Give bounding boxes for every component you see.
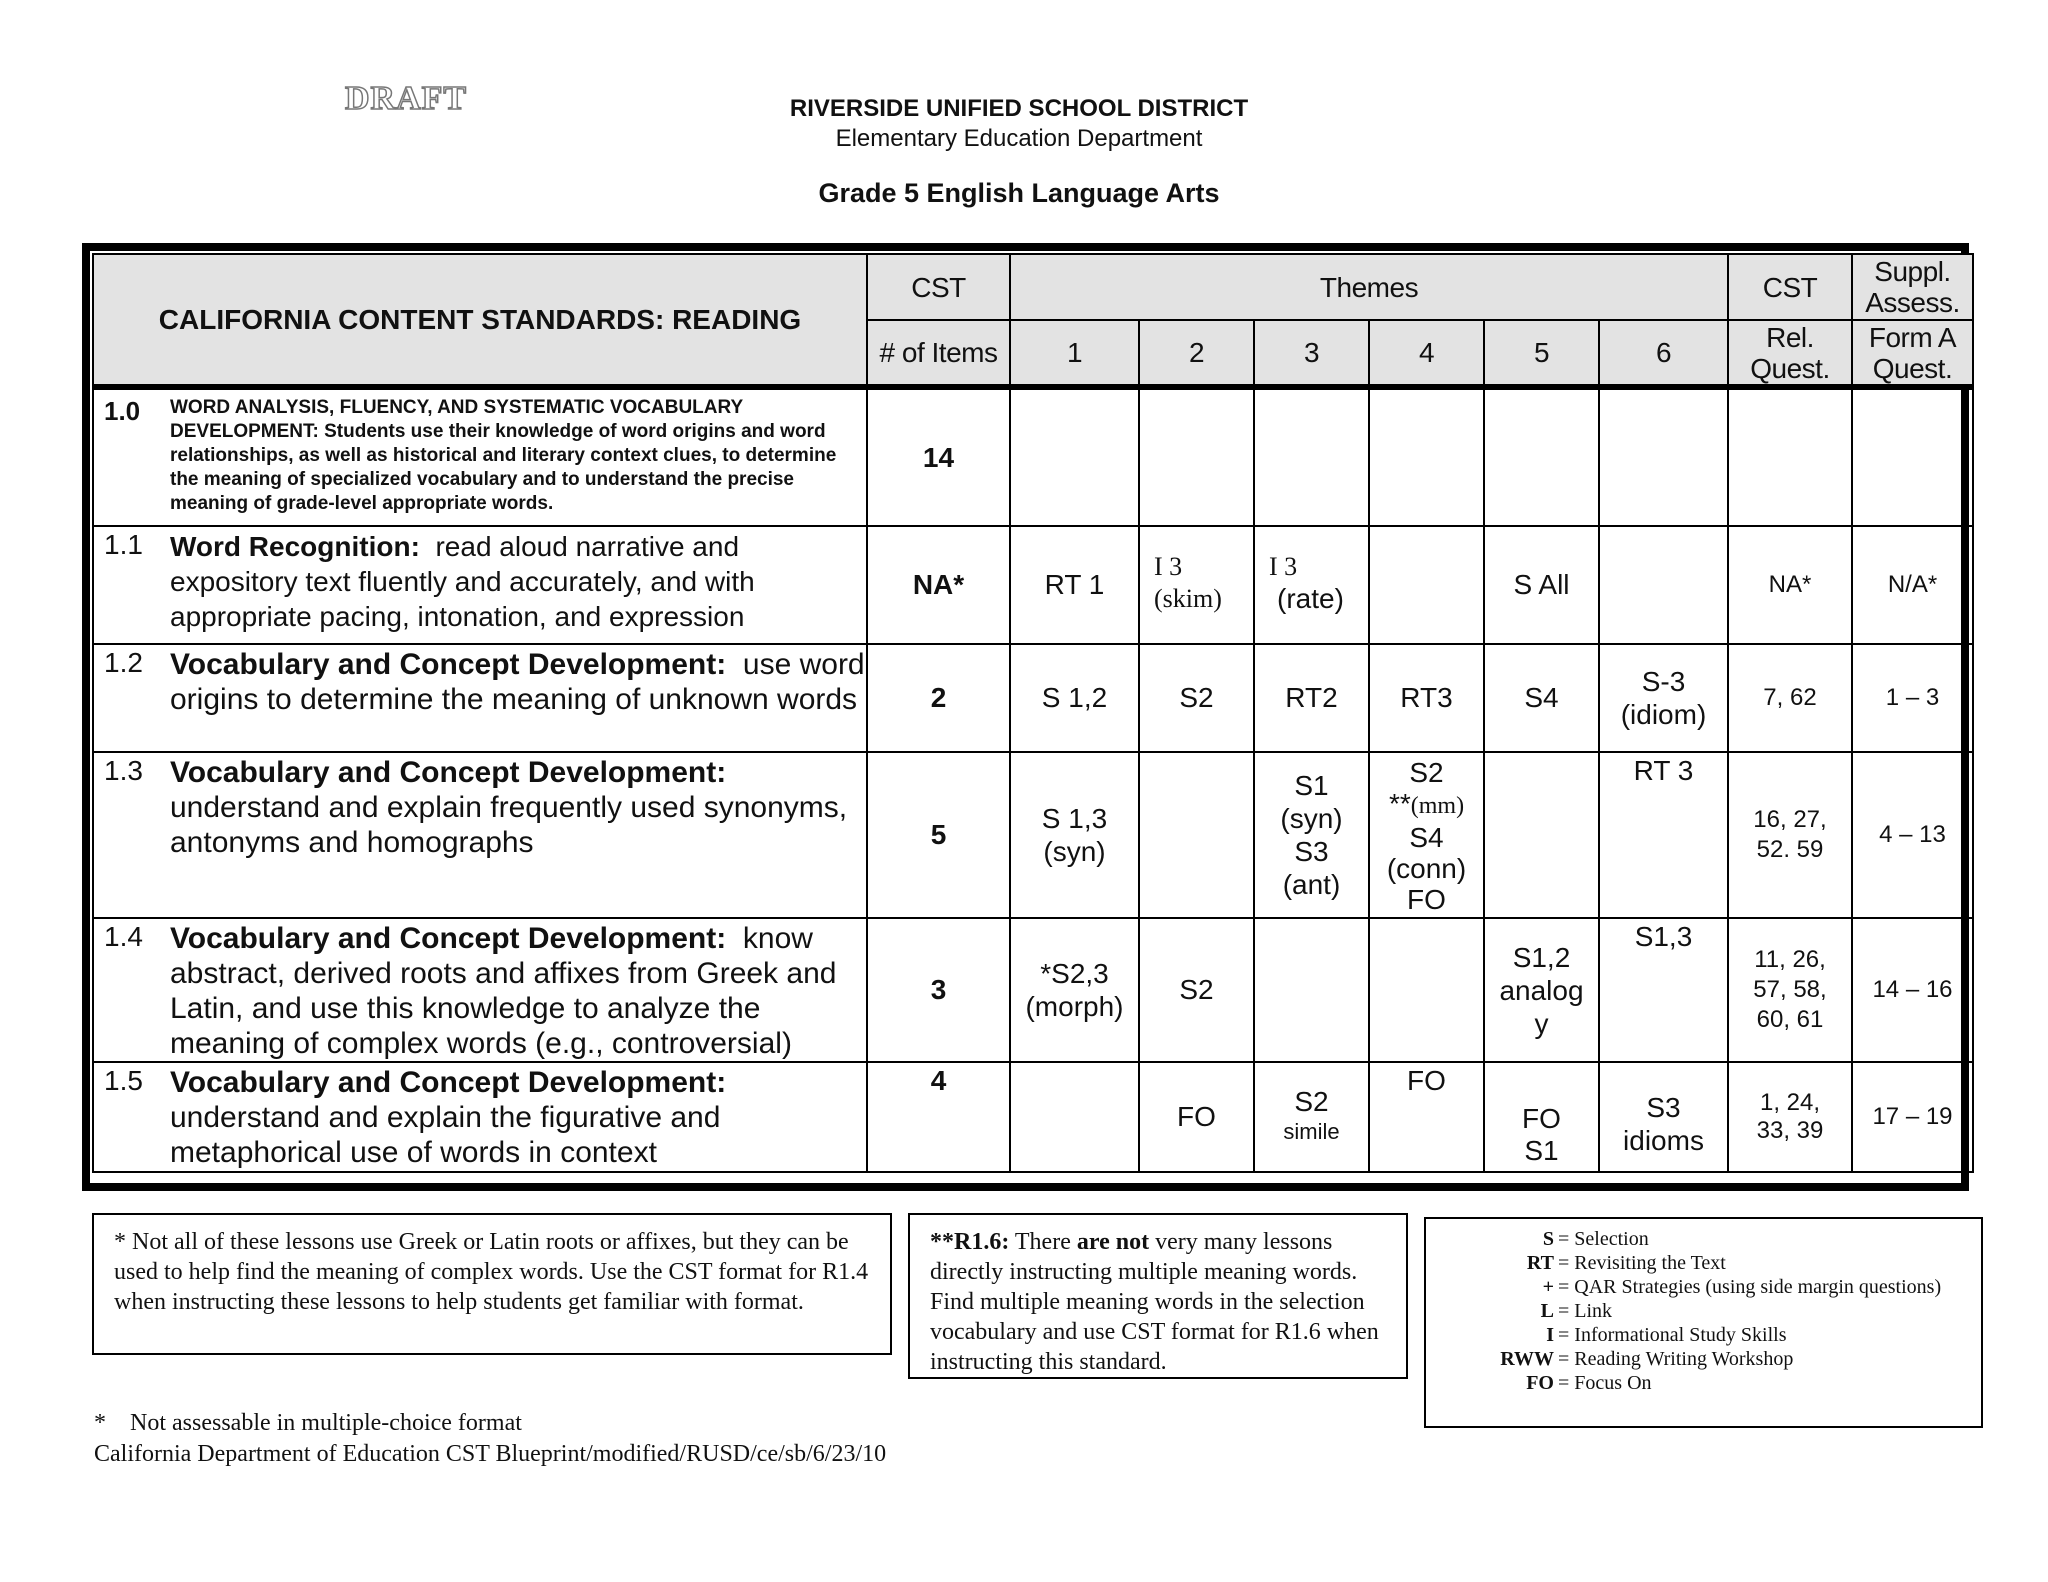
- standard-title: Vocabulary and Concept Development:: [170, 756, 727, 789]
- items-count: 4: [867, 1062, 1010, 1172]
- standard-text: read aloud narrative and expository text fluently and accurately, and with appropriate pacing, intonation, and expression: [170, 531, 755, 632]
- legend-item: FO = Focus On: [1526, 1372, 1652, 1394]
- draft-watermark: DRAFT: [345, 80, 468, 117]
- document-title: Grade 5 English Language Arts: [818, 178, 1220, 208]
- theme-entry: S1,2: [1512, 941, 1571, 973]
- theme-5-cell: S All: [1484, 526, 1599, 644]
- table-row: [93, 387, 1973, 526]
- theme-3-cell: [1254, 526, 1369, 644]
- table-row: [93, 918, 1973, 1062]
- rel-quest-cell: [1728, 387, 1852, 526]
- theme-1-header: 1: [1010, 320, 1139, 387]
- standards-table: [92, 253, 1974, 1173]
- theme-entry: S-3: [1641, 666, 1686, 697]
- theme-2-cell: [1139, 526, 1254, 644]
- legend-item: L = Link: [1540, 1300, 1613, 1322]
- theme-entry: (syn): [1043, 836, 1106, 867]
- theme-entry: idioms: [1623, 1125, 1704, 1156]
- theme-entry: analog: [1499, 974, 1584, 1006]
- department-name: Elementary Education Department: [835, 125, 1203, 152]
- standard-number: 1.0: [104, 396, 141, 426]
- theme-1-cell: [1010, 752, 1139, 918]
- theme-5-cell: [1484, 1062, 1599, 1172]
- theme-2-cell: [1139, 387, 1254, 526]
- theme-3-cell: [1254, 387, 1369, 526]
- theme-5-cell: [1484, 918, 1599, 1062]
- legend-item: S = Selection: [1542, 1228, 1649, 1250]
- theme-entry: simile: [1283, 1119, 1340, 1144]
- theme-entry: **: [1388, 788, 1411, 819]
- theme-4-cell: RT3: [1369, 644, 1484, 752]
- standard-number: 1.4: [104, 921, 143, 952]
- greek-latin-note: * Not all of these lessons use Greek or Latin roots or affixes, but they can be used to help find the meaning of complex words. Use the CST format for R1.4 when instructing these lessons to help students get familiar with format.: [92, 1213, 892, 1355]
- form-a-cell: 17 – 19: [1852, 1062, 1973, 1172]
- theme-1-cell: [1010, 918, 1139, 1062]
- rel-entry: 33, 39: [1756, 1117, 1824, 1144]
- items-count: 3: [867, 918, 1010, 1062]
- items-count: 14: [867, 387, 1010, 526]
- theme-entry: (rate): [1277, 583, 1344, 614]
- table-row: [93, 644, 1973, 752]
- theme-entry: *S2,3: [1040, 958, 1109, 989]
- rel-quest-cell: [1728, 918, 1852, 1062]
- theme-1-cell: [1010, 1062, 1139, 1172]
- theme-6-cell: S1,3: [1599, 918, 1728, 1062]
- theme-entry: y: [1534, 1007, 1549, 1039]
- form-a-cell: 1 – 3: [1852, 644, 1973, 752]
- theme-entry: S2: [1294, 1086, 1329, 1117]
- standard-text: WORD ANALYSIS, FLUENCY, AND SYSTEMATIC VOCABULARY DEVELOPMENT: Students use their knowledge of word origins and word relationships, as well as historical and literary context clues, to determine the meaning of specialized vocabulary and to understand the precise meaning of grade-level appropriate words.: [170, 397, 837, 514]
- standard-title: Vocabulary and Concept Development:: [170, 1066, 727, 1099]
- rel-entry: 16, 27,: [1753, 806, 1827, 833]
- r16-note-emphasis: are not: [1076, 1229, 1150, 1255]
- theme-3-cell: [1254, 1062, 1369, 1172]
- header-row-top: [93, 254, 1973, 320]
- items-header: # of Items: [867, 320, 1010, 387]
- standard-number: 1.3: [104, 755, 143, 786]
- theme-entry: S2: [1409, 757, 1444, 788]
- r16-note-text: There: [1009, 1229, 1077, 1255]
- theme-entry: S3: [1294, 836, 1329, 867]
- table-title: CALIFORNIA CONTENT STANDARDS: READING: [93, 254, 867, 387]
- rel-entry: 57, 58,: [1753, 976, 1827, 1003]
- theme-1-cell: [1010, 387, 1139, 526]
- theme-entry: (ant): [1282, 869, 1341, 900]
- standard-cell: [93, 1062, 867, 1172]
- form-a-quest-header: Form A Quest.: [1852, 320, 1973, 387]
- theme-2-cell: FO: [1139, 1062, 1254, 1172]
- theme-entry: I 3: [1154, 552, 1183, 581]
- theme-entry: (mm): [1410, 793, 1465, 819]
- standard-number: 1.1: [104, 529, 143, 560]
- standard-cell: [93, 918, 867, 1062]
- standard-number: 1.5: [104, 1065, 143, 1096]
- standard-text: understand and explain the figurative and metaphorical use of words in context: [170, 1101, 721, 1169]
- theme-2-cell: S2: [1139, 644, 1254, 752]
- standard-text: know abstract, derived roots and affixes from Greek and Latin, and use this knowledge to analyze the meaning of complex words (e.g., controversial): [170, 922, 837, 1060]
- r16-note-text: very many lessons directly instructing multiple meaning words. Find multiple meaning words in the selection vocabulary and use CST format for R1.6 when instructing this standard.: [930, 1229, 1379, 1375]
- theme-2-cell: S2: [1139, 918, 1254, 1062]
- theme-entry: (conn): [1386, 853, 1467, 884]
- theme-entry: (syn): [1280, 803, 1343, 834]
- r16-note: [908, 1213, 1408, 1379]
- theme-3-cell: RT2: [1254, 644, 1369, 752]
- cst-header-2: CST: [1728, 254, 1852, 320]
- standard-cell: [93, 644, 867, 752]
- theme-4-cell: [1369, 752, 1484, 918]
- legend-item: RT = Revisiting the Text: [1526, 1252, 1726, 1274]
- items-count: NA*: [867, 526, 1010, 644]
- theme-6-header: 6: [1599, 320, 1728, 387]
- table-row: [93, 526, 1973, 644]
- theme-entry: (morph): [1025, 991, 1124, 1022]
- theme-4-cell: [1369, 387, 1484, 526]
- theme-entry: S4: [1409, 822, 1444, 853]
- footnote-mark: *: [94, 1410, 106, 1436]
- theme-4-header: 4: [1369, 320, 1484, 387]
- theme-6-cell: [1599, 387, 1728, 526]
- theme-entry: I 3: [1269, 552, 1298, 581]
- theme-entry: FO: [1407, 884, 1446, 915]
- standard-text: use word origins to determine the meaning of unknown words: [170, 648, 865, 716]
- theme-3-cell: [1254, 918, 1369, 1062]
- legend-item: RWW = Reading Writing Workshop: [1500, 1348, 1794, 1370]
- standard-title: Vocabulary and Concept Development:: [170, 922, 727, 955]
- theme-1-cell: S 1,2: [1010, 644, 1139, 752]
- rel-entry: 60, 61: [1756, 1006, 1824, 1033]
- theme-6-cell: [1599, 1062, 1728, 1172]
- theme-3-cell: [1254, 752, 1369, 918]
- standard-text: understand and explain frequently used synonyms, antonyms and homographs: [170, 791, 848, 859]
- form-a-cell: N/A*: [1852, 526, 1973, 644]
- standard-cell: [93, 526, 867, 644]
- footnote-na: [94, 1410, 522, 1437]
- standard-cell: [93, 752, 867, 918]
- form-a-cell: [1852, 387, 1973, 526]
- themes-header: Themes: [1010, 254, 1728, 320]
- theme-entry: FO: [1522, 1103, 1561, 1134]
- standard-number: 1.2: [104, 647, 143, 678]
- legend-item: I = Informational Study Skills: [1546, 1324, 1787, 1346]
- rel-quest-cell: [1728, 752, 1852, 918]
- theme-6-cell: [1599, 526, 1728, 644]
- theme-1-cell: RT 1: [1010, 526, 1139, 644]
- legend-item: + = QAR Strategies (using side margin questions): [1542, 1276, 1942, 1298]
- theme-entry: S 1,3: [1041, 803, 1108, 834]
- footnote-source: California Department of Education CST Blueprint/modified/RUSD/ce/sb/6/23/10: [94, 1441, 887, 1467]
- form-a-cell: 14 – 16: [1852, 918, 1973, 1062]
- theme-entry: (skim): [1154, 584, 1222, 613]
- theme-5-header: 5: [1484, 320, 1599, 387]
- standard-cell: [93, 387, 867, 526]
- rel-entry: 1, 24,: [1759, 1089, 1821, 1116]
- theme-5-cell: [1484, 387, 1599, 526]
- theme-6-cell: [1599, 644, 1728, 752]
- cst-header: CST: [867, 254, 1010, 320]
- standard-title: Vocabulary and Concept Development:: [170, 648, 727, 681]
- theme-6-cell: RT 3: [1599, 752, 1728, 918]
- theme-entry: (idiom): [1620, 699, 1707, 730]
- theme-4-cell: [1369, 526, 1484, 644]
- theme-3-header: 3: [1254, 320, 1369, 387]
- theme-5-cell: [1484, 752, 1599, 918]
- theme-2-header: 2: [1139, 320, 1254, 387]
- district-name: RIVERSIDE UNIFIED SCHOOL DISTRICT: [789, 95, 1249, 122]
- rel-quest-cell: [1728, 1062, 1852, 1172]
- rel-entry: 52. 59: [1756, 836, 1824, 863]
- items-count: 2: [867, 644, 1010, 752]
- legend-box: [1424, 1217, 1983, 1428]
- suppl-assess-header: Suppl. Assess.: [1852, 254, 1973, 320]
- table-row: [93, 752, 1973, 918]
- rel-quest-cell: 7, 62: [1728, 644, 1852, 752]
- theme-5-cell: S4: [1484, 644, 1599, 752]
- rel-entry: 11, 26,: [1754, 946, 1826, 973]
- theme-entry: S1: [1524, 1135, 1559, 1166]
- standard-title: Word Recognition:: [170, 531, 420, 562]
- table-row: [93, 1062, 1973, 1172]
- theme-4-cell: FO: [1369, 1062, 1484, 1172]
- theme-entry: S3: [1646, 1092, 1681, 1123]
- rel-quest-header: Rel. Quest.: [1728, 320, 1852, 387]
- r16-note-lead: **R1.6:: [930, 1229, 1010, 1255]
- footnote-text: Not assessable in multiple-choice format: [130, 1410, 522, 1436]
- theme-2-cell: [1139, 752, 1254, 918]
- theme-4-cell: [1369, 918, 1484, 1062]
- theme-entry: S1: [1294, 770, 1329, 801]
- rel-quest-cell: NA*: [1728, 526, 1852, 644]
- items-count: 5: [867, 752, 1010, 918]
- form-a-cell: 4 – 13: [1852, 752, 1973, 918]
